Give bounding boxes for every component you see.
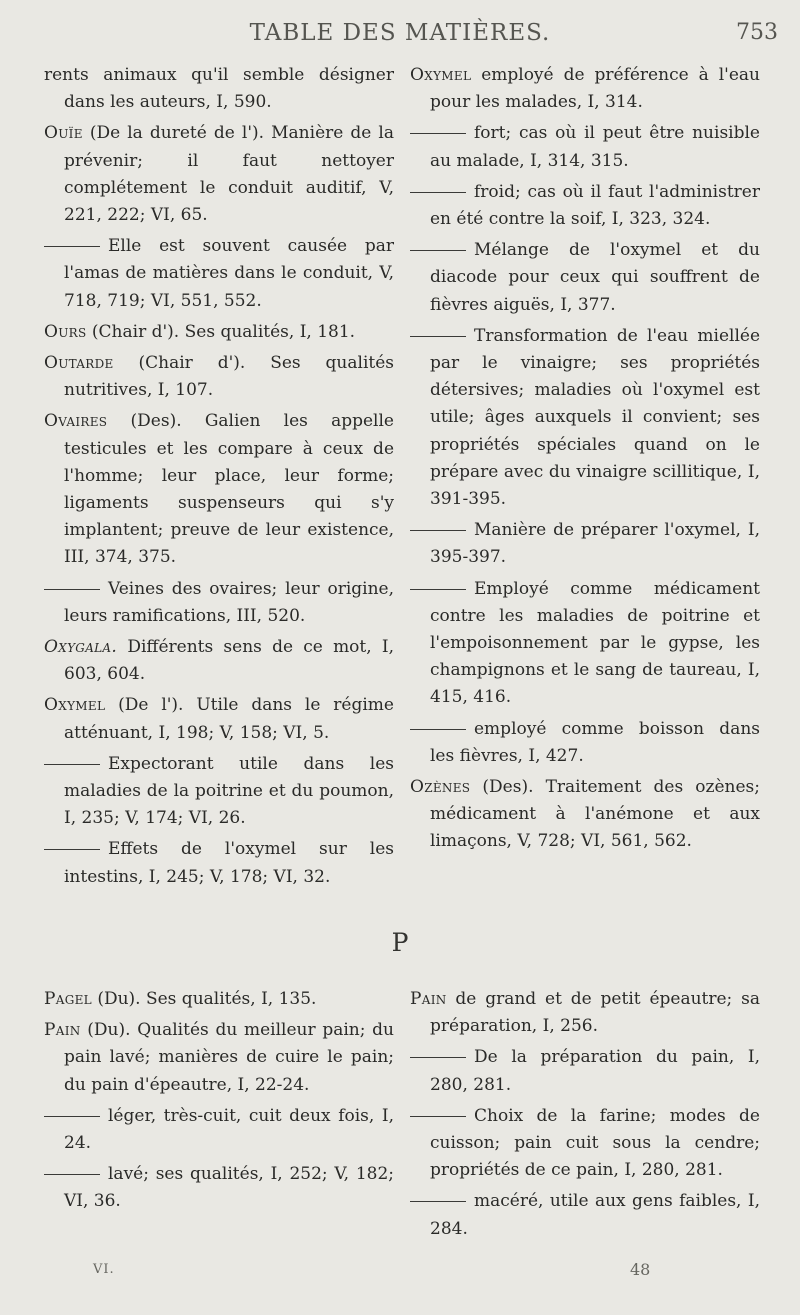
entry-text: Employé comme médicament contre les maladies de poitrine et l'empoisonnement par le gypse, les champignons et le sang de taureau, I, 415, 416. xyxy=(430,578,760,708)
entry-text: Veines des ovaires; leur origine, leurs ramifications, III, 520. xyxy=(64,578,394,626)
index-entry xyxy=(410,62,760,116)
entry-text: froid; cas où il faut l'administrer en été contre la soif, I, 323, 324. xyxy=(430,181,760,230)
entry-text: (Du). Ses qualités, I, 135. xyxy=(91,989,317,1009)
index-entry xyxy=(44,751,394,833)
index-entry xyxy=(44,62,394,116)
entry-text: Expectorant utile dans les maladies de la poitrine et du poumon, I, 235; V, 174; VI, 26. xyxy=(64,753,394,829)
entry-text: De la préparation du pain, I, 280, 281. xyxy=(430,1047,760,1095)
left-column-top xyxy=(44,62,394,895)
index-entry xyxy=(44,408,394,571)
repeat-dash xyxy=(410,1116,466,1117)
index-entry xyxy=(44,634,394,688)
section-letter: P xyxy=(391,928,409,957)
entry-headword: Pain xyxy=(44,1020,81,1041)
repeat-dash xyxy=(410,530,466,531)
entry-text: léger, très-cuit, cuit deux fois, I, 24. xyxy=(64,1105,394,1154)
entry-text: Manière de préparer l'oxymel, I, 395-397. xyxy=(430,520,760,568)
entry-headword: Oxygala. xyxy=(44,637,118,658)
page-title: TABLE DES MATIÈRES. xyxy=(249,20,551,46)
entry-text: (De la dureté de l'). Manière de la prévenir; il faut nettoyer complétement le conduit auditif, V, 221, 222; VI, 65. xyxy=(64,123,394,226)
repeat-dash xyxy=(410,1201,466,1202)
entry-headword: Oxymel xyxy=(44,695,106,716)
index-entry xyxy=(44,1017,394,1099)
entry-text: fort; cas où il peut être nuisible au malade, I, 314, 315. xyxy=(430,123,760,171)
entry-text: employé de préférence à l'eau pour les malades, I, 314. xyxy=(430,65,760,113)
entry-text: Choix de la farine; modes de cuisson; pain cuit sous la cendre; propriétés de ce pain, I, 280, 281. xyxy=(430,1105,760,1181)
index-entry xyxy=(44,576,394,630)
index-entry xyxy=(44,1103,394,1157)
entry-text: Mélange de l'oxymel et du diacode pour ceux qui souffrent de fièvres aiguës, I, 377. xyxy=(430,240,760,315)
entry-text: (De l'). Utile dans le régime atténuant, I, 198; V, 158; VI, 5. xyxy=(64,695,394,743)
entry-headword: Ours xyxy=(44,321,87,342)
index-entry xyxy=(44,350,394,404)
entry-text: employé comme boisson dans les fièvres, I, 427. xyxy=(430,718,760,766)
index-entry xyxy=(410,576,760,712)
index-entry xyxy=(410,120,760,174)
entry-headword: Oxymel xyxy=(410,65,472,85)
entry-text: (Des). Galien les appelle testicules et les compare à ceux de l'homme; leur place, leur forme; ligaments suspenseurs qui s'y implantent; preuve de leur existence, III, 374, 375. xyxy=(64,411,394,568)
repeat-dash xyxy=(44,764,100,765)
repeat-dash xyxy=(410,1057,466,1058)
repeat-dash xyxy=(410,133,466,134)
entry-text: (Chair d'). Ses qualités nutritives, I, 107. xyxy=(64,353,394,401)
left-column-bottom xyxy=(44,986,394,1220)
page-header xyxy=(0,20,800,56)
index-entry xyxy=(410,774,760,856)
sheet-number: 48 xyxy=(630,1260,651,1279)
repeat-dash xyxy=(410,729,466,730)
entry-headword: Ozènes xyxy=(410,777,471,798)
page-number: 753 xyxy=(736,20,778,45)
index-entry xyxy=(410,323,760,513)
index-entry xyxy=(410,237,760,319)
entry-text: Différents sens de ce mot, I, 603, 604. xyxy=(64,637,394,685)
index-entry xyxy=(44,1161,394,1215)
repeat-dash xyxy=(410,192,466,193)
entry-text: (Du). Qualités du meilleur pain; du pain lavé; manières de cuire le pain; du pain d'épeautre, I, 22-24. xyxy=(64,1020,394,1095)
repeat-dash xyxy=(44,849,100,850)
index-entry xyxy=(44,986,394,1013)
entry-text: Elle est souvent causée par l'amas de matières dans le conduit, V, 718, 719; VI, 551, 552. xyxy=(64,236,394,311)
index-entry xyxy=(44,120,394,229)
index-entry xyxy=(410,1044,760,1098)
right-column-bottom xyxy=(410,986,760,1247)
entry-text: lavé; ses qualités, I, 252; V, 182; VI, 36. xyxy=(64,1164,394,1212)
right-column-top xyxy=(410,62,760,860)
repeat-dash xyxy=(44,246,100,247)
index-entry xyxy=(44,692,394,746)
repeat-dash xyxy=(44,1174,100,1175)
repeat-dash xyxy=(44,1116,100,1117)
index-entry xyxy=(410,179,760,233)
entry-text: macéré, utile aux gens faibles, I, 284. xyxy=(430,1191,760,1239)
index-entry xyxy=(410,1188,760,1242)
entry-text: Transformation de l'eau miellée par le vinaigre; ses propriétés détersives; maladies où l'oxymel est utile; âges auxquels il convient; ses propriétés spéciales quand on le prépare avec du vinaigre scillitique, I, 391-395. xyxy=(430,325,760,510)
entry-headword: Pain xyxy=(410,989,447,1009)
entry-text: (Des). Traitement des ozènes; médicament à l'anémone et aux limaçons, V, 728; VI, 561, 562. xyxy=(430,777,760,852)
entry-text: Effets de l'oxymel sur les intestins, I, 245; V, 178; VI, 32. xyxy=(64,839,394,887)
repeat-dash xyxy=(44,589,100,590)
index-entry xyxy=(44,233,394,315)
index-entry xyxy=(410,986,760,1040)
entry-text: de grand et de petit épeautre; sa préparation, I, 256. xyxy=(430,989,760,1037)
entry-headword: Ovaires xyxy=(44,411,108,432)
index-entry xyxy=(410,716,760,770)
index-entry xyxy=(410,517,760,571)
repeat-dash xyxy=(410,250,466,251)
repeat-dash xyxy=(410,589,466,590)
index-entry xyxy=(44,836,394,890)
index-entry xyxy=(44,319,394,346)
entry-text: rents animaux qu'il semble désigner dans les auteurs, I, 590. xyxy=(44,65,394,113)
repeat-dash xyxy=(410,336,466,337)
entry-headword: Pagel xyxy=(44,989,92,1009)
entry-text: (Chair d'). Ses qualités, I, 181. xyxy=(86,321,356,342)
entry-headword: Outarde xyxy=(44,353,114,374)
signature-mark: VI. xyxy=(93,1262,115,1277)
index-entry xyxy=(410,1103,760,1185)
entry-headword: Ouïe xyxy=(44,123,83,144)
